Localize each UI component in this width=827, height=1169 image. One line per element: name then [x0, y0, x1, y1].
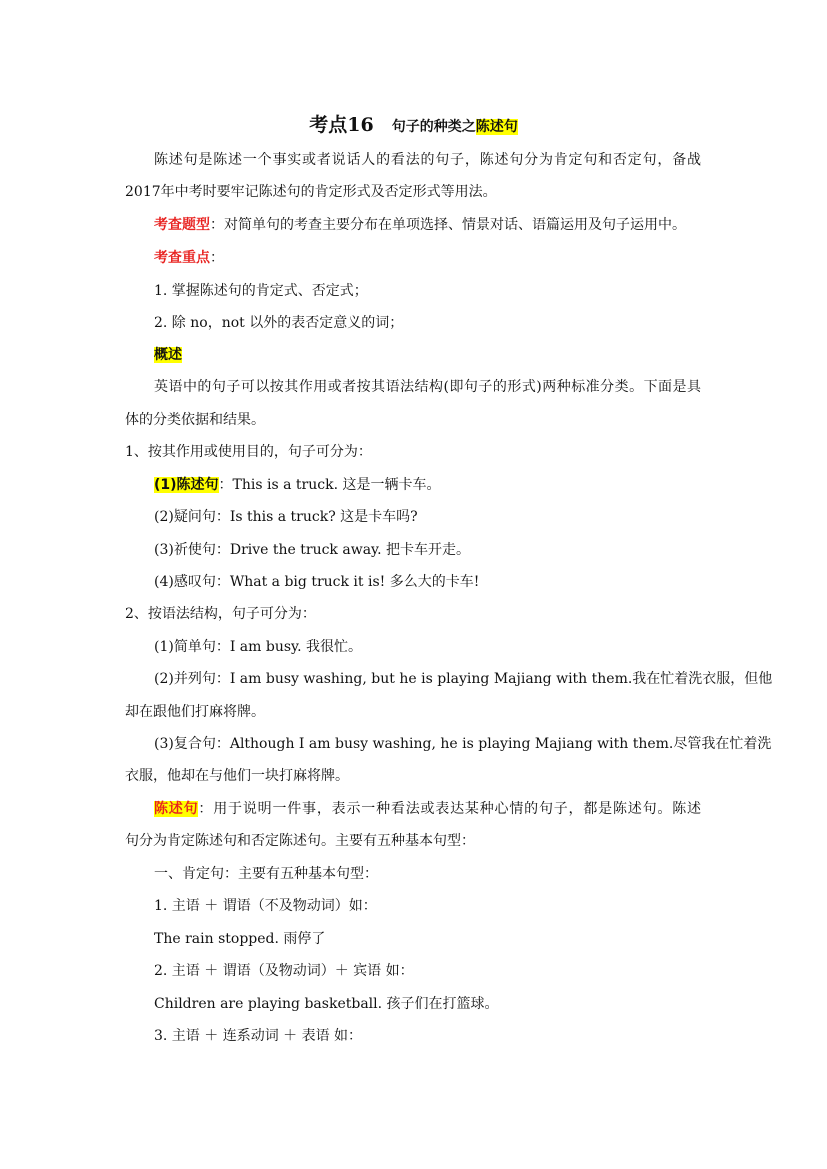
structure-compound-line-1: (2)并列句：I am busy washing, but he is playing Majiang with them.我在忙着洗衣服，但他: [154, 671, 773, 687]
pattern-2: 2. 主语 ＋ 谓语（及物动词）＋ 宾语 如：: [154, 963, 414, 979]
declarative-label: 陈述句: [154, 801, 199, 817]
purpose-item-1-label: (1)陈述句: [154, 477, 219, 493]
purpose-item-3-label: (3)祈使句: [154, 542, 216, 558]
purpose-item-4-label: (4)感叹句: [154, 574, 216, 590]
by-purpose-heading: 1、按其作用或使用目的，句子可分为：: [125, 444, 372, 460]
by-structure-heading: 2、按语法结构，句子可分为：: [125, 606, 316, 622]
title-main: 考点16: [309, 114, 374, 136]
title-sub-prefix: 句子的种类之: [391, 119, 476, 135]
purpose-item-1: [154, 475, 440, 495]
title-sub: [392, 119, 518, 135]
declarative-line-2: 句分为肯定陈述句和否定陈述句。主要有五种基本句型：: [125, 833, 475, 849]
overview-heading: [154, 345, 182, 365]
purpose-item-2-text: ：Is this a truck? 这是卡车吗?: [215, 509, 418, 525]
structure-complex-line-2: 衣服，他却在与他们一块打麻将牌。: [125, 768, 349, 784]
exam-focus-item-2: 2. 除 no，not 以外的表否定意义的词；: [154, 315, 404, 331]
overview-line-2: 体的分类依据和结果。: [125, 412, 265, 428]
exam-type-paragraph: [154, 215, 686, 235]
pattern-3: 3. 主语 ＋ 连系动词 ＋ 表语 如：: [154, 1028, 363, 1044]
affirmative-heading: 一、肯定句：主要有五种基本句型：: [154, 866, 378, 882]
structure-complex-line-1: (3)复合句：Although I am busy washing, he is playing Majiang with them.尽管我在忙着洗: [154, 736, 772, 752]
structure-simple: (1)简单句：I am busy. 我很忙。: [154, 639, 362, 655]
declarative-line-1: [154, 799, 701, 819]
title-sub-highlight: 陈述句: [475, 119, 518, 135]
intro-line-2: 2017年中考时要牢记陈述句的肯定形式及否定形式等用法。: [125, 184, 497, 200]
overview-line-1: 英语中的句子可以按其作用或者按其语法结构(即句子的形式)两种标准分类。下面是具: [154, 379, 701, 395]
exam-type-text: ：对简单句的考查主要分布在单项选择、情景对话、语篇运用及句子运用中。: [210, 217, 686, 233]
intro-line-1: 陈述句是陈述一个事实或者说话人的看法的句子，陈述句分为肯定句和否定句，备战: [154, 152, 701, 168]
exam-type-label: 考查题型: [154, 217, 210, 233]
declarative-line-1-text: ：用于说明一件事，表示一种看法或表达某种心情的句子，都是陈述句。陈述: [198, 801, 702, 817]
overview-heading-text: 概述: [154, 347, 182, 363]
structure-compound-line-2: 却在跟他们打麻将牌。: [125, 704, 265, 720]
page-title: [0, 110, 827, 137]
purpose-item-1-text: ：This is a truck. 这是一辆卡车。: [218, 477, 441, 493]
purpose-item-2: [154, 507, 418, 527]
example-2: Children are playing basketball. 孩子们在打篮球。: [154, 996, 499, 1012]
pattern-1: 1. 主语 ＋ 谓语（不及物动词）如：: [154, 898, 377, 914]
purpose-item-4: [154, 572, 479, 592]
exam-focus-colon: ：: [210, 250, 224, 266]
exam-focus-heading: [154, 248, 224, 268]
purpose-item-2-label: (2)疑问句: [154, 509, 216, 525]
purpose-item-3-text: ：Drive the truck away. 把卡车开走。: [215, 542, 470, 558]
purpose-item-4-text: ：What a big truck it is! 多么大的卡车!: [215, 574, 480, 590]
exam-focus-label: 考查重点: [154, 250, 210, 266]
purpose-item-3: [154, 540, 470, 560]
exam-focus-item-1: 1. 掌握陈述句的肯定式、否定式；: [154, 283, 368, 299]
example-1: The rain stopped. 雨停了: [154, 931, 326, 947]
